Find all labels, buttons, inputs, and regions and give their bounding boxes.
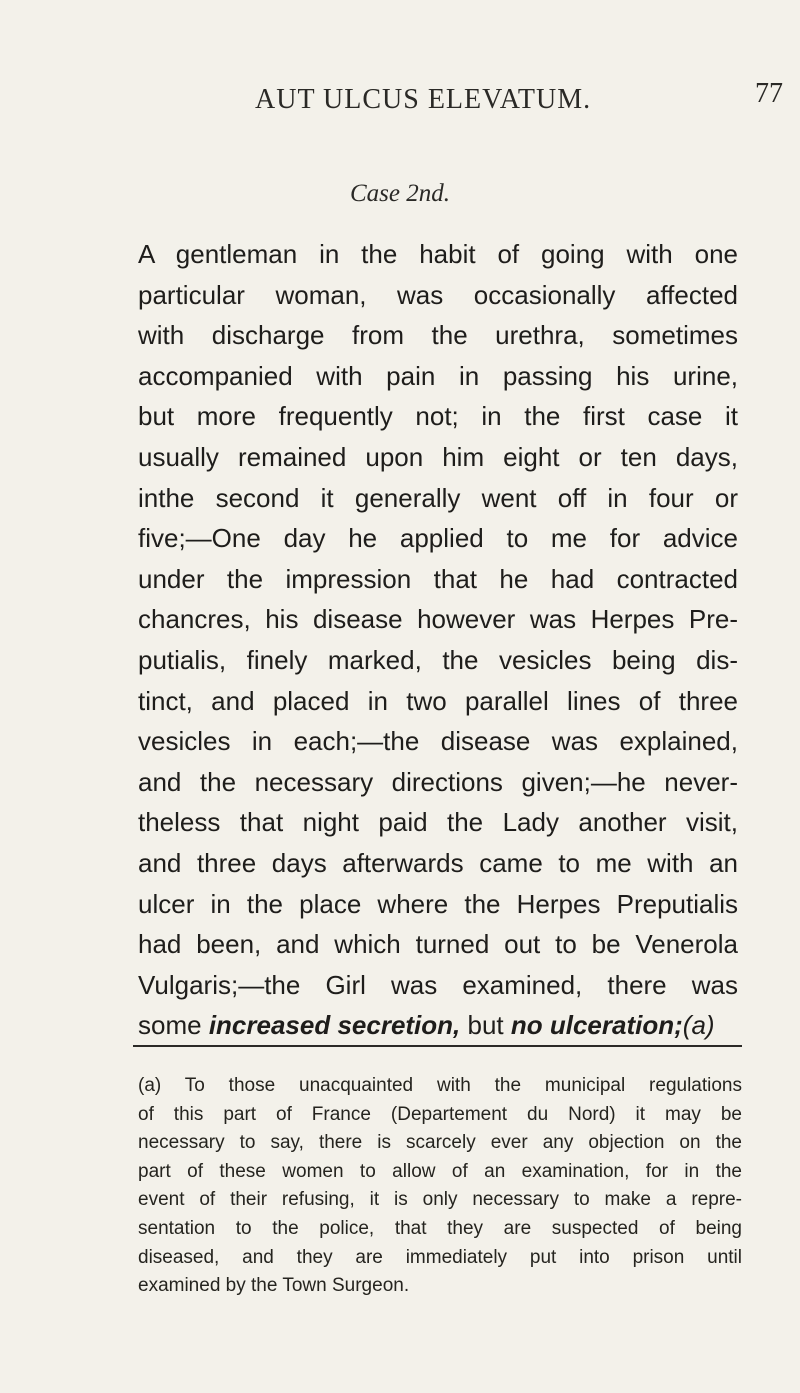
last-line-middle: but [460,1010,511,1041]
footnote-line: (a) To those unacquainted with the municipal regulations [138,1075,742,1096]
footnote-line: event of their refusing, it is only necessary to make a repre- [138,1189,742,1211]
body-line: A gentleman in the habit of going with one [138,239,738,269]
body-line: accompanied with pain in passing his urine, [138,360,738,391]
running-title: AUT ULCUS ELEVATUM. [255,84,592,115]
body-line: five;—One day he applied to me for advice [138,523,738,554]
body-line: particular woman, was occasionally affected [138,279,738,310]
italic-phrase-increased-secretion: increased secretion, [208,1010,461,1041]
body-line: theless that night paid the Lady another visit, [138,807,738,838]
footnote-line: necessary to say, there is scarcely ever any objection on the [138,1132,742,1154]
body-line: Vulgaris;—the Girl was examined, there was [138,969,738,1000]
footnote-line: examined by the Town Surgeon. [138,1275,410,1297]
footnote-line: part of these women to allow of an examination, for in the [138,1160,742,1182]
body-line: vesicles in each;—the disease was explained, [138,726,738,757]
body-line: with discharge from the urethra, sometimes [138,320,738,351]
body-line-last [138,1005,738,1046]
body-line: usually remained upon him eight or ten days, [138,441,738,472]
italic-phrase-no-ulceration: no ulceration; [510,1010,683,1041]
footnote-line: diseased, and they are immediately put into prison until [138,1246,742,1268]
body-line: but more frequently not; in the first case it [138,401,738,432]
last-line-prefix: some [138,1010,209,1041]
body-line: and the necessary directions given;—he never- [138,766,738,797]
body-line: putialis, finely marked, the vesicles being dis- [138,644,738,675]
case-heading: Case 2nd. [350,180,450,207]
body-line: and three days afterwards came to me with an [138,847,738,878]
body-text [138,234,738,1046]
body-line: had been, and which turned out to be Venerola [138,929,738,960]
body-line: chancres, his disease however was Herpes Pre- [138,604,738,635]
footnote-reference: (a) [682,1010,715,1041]
page-number: 77 [755,78,783,109]
body-line: under the impression that he had contracted [138,563,738,594]
footnote [138,1072,742,1301]
footnote-line: sentation to the police, that they are suspected of being [138,1217,742,1239]
footnote-line: of this part of France (Departement du Nord) it may be [138,1103,742,1125]
body-line: ulcer in the place where the Herpes Preputialis [138,888,738,919]
running-head [0,72,800,115]
body-line: tinct, and placed in two parallel lines of three [138,685,738,716]
footnote-rule [133,1045,742,1047]
body-line: inthe second it generally went off in four or [138,482,738,513]
